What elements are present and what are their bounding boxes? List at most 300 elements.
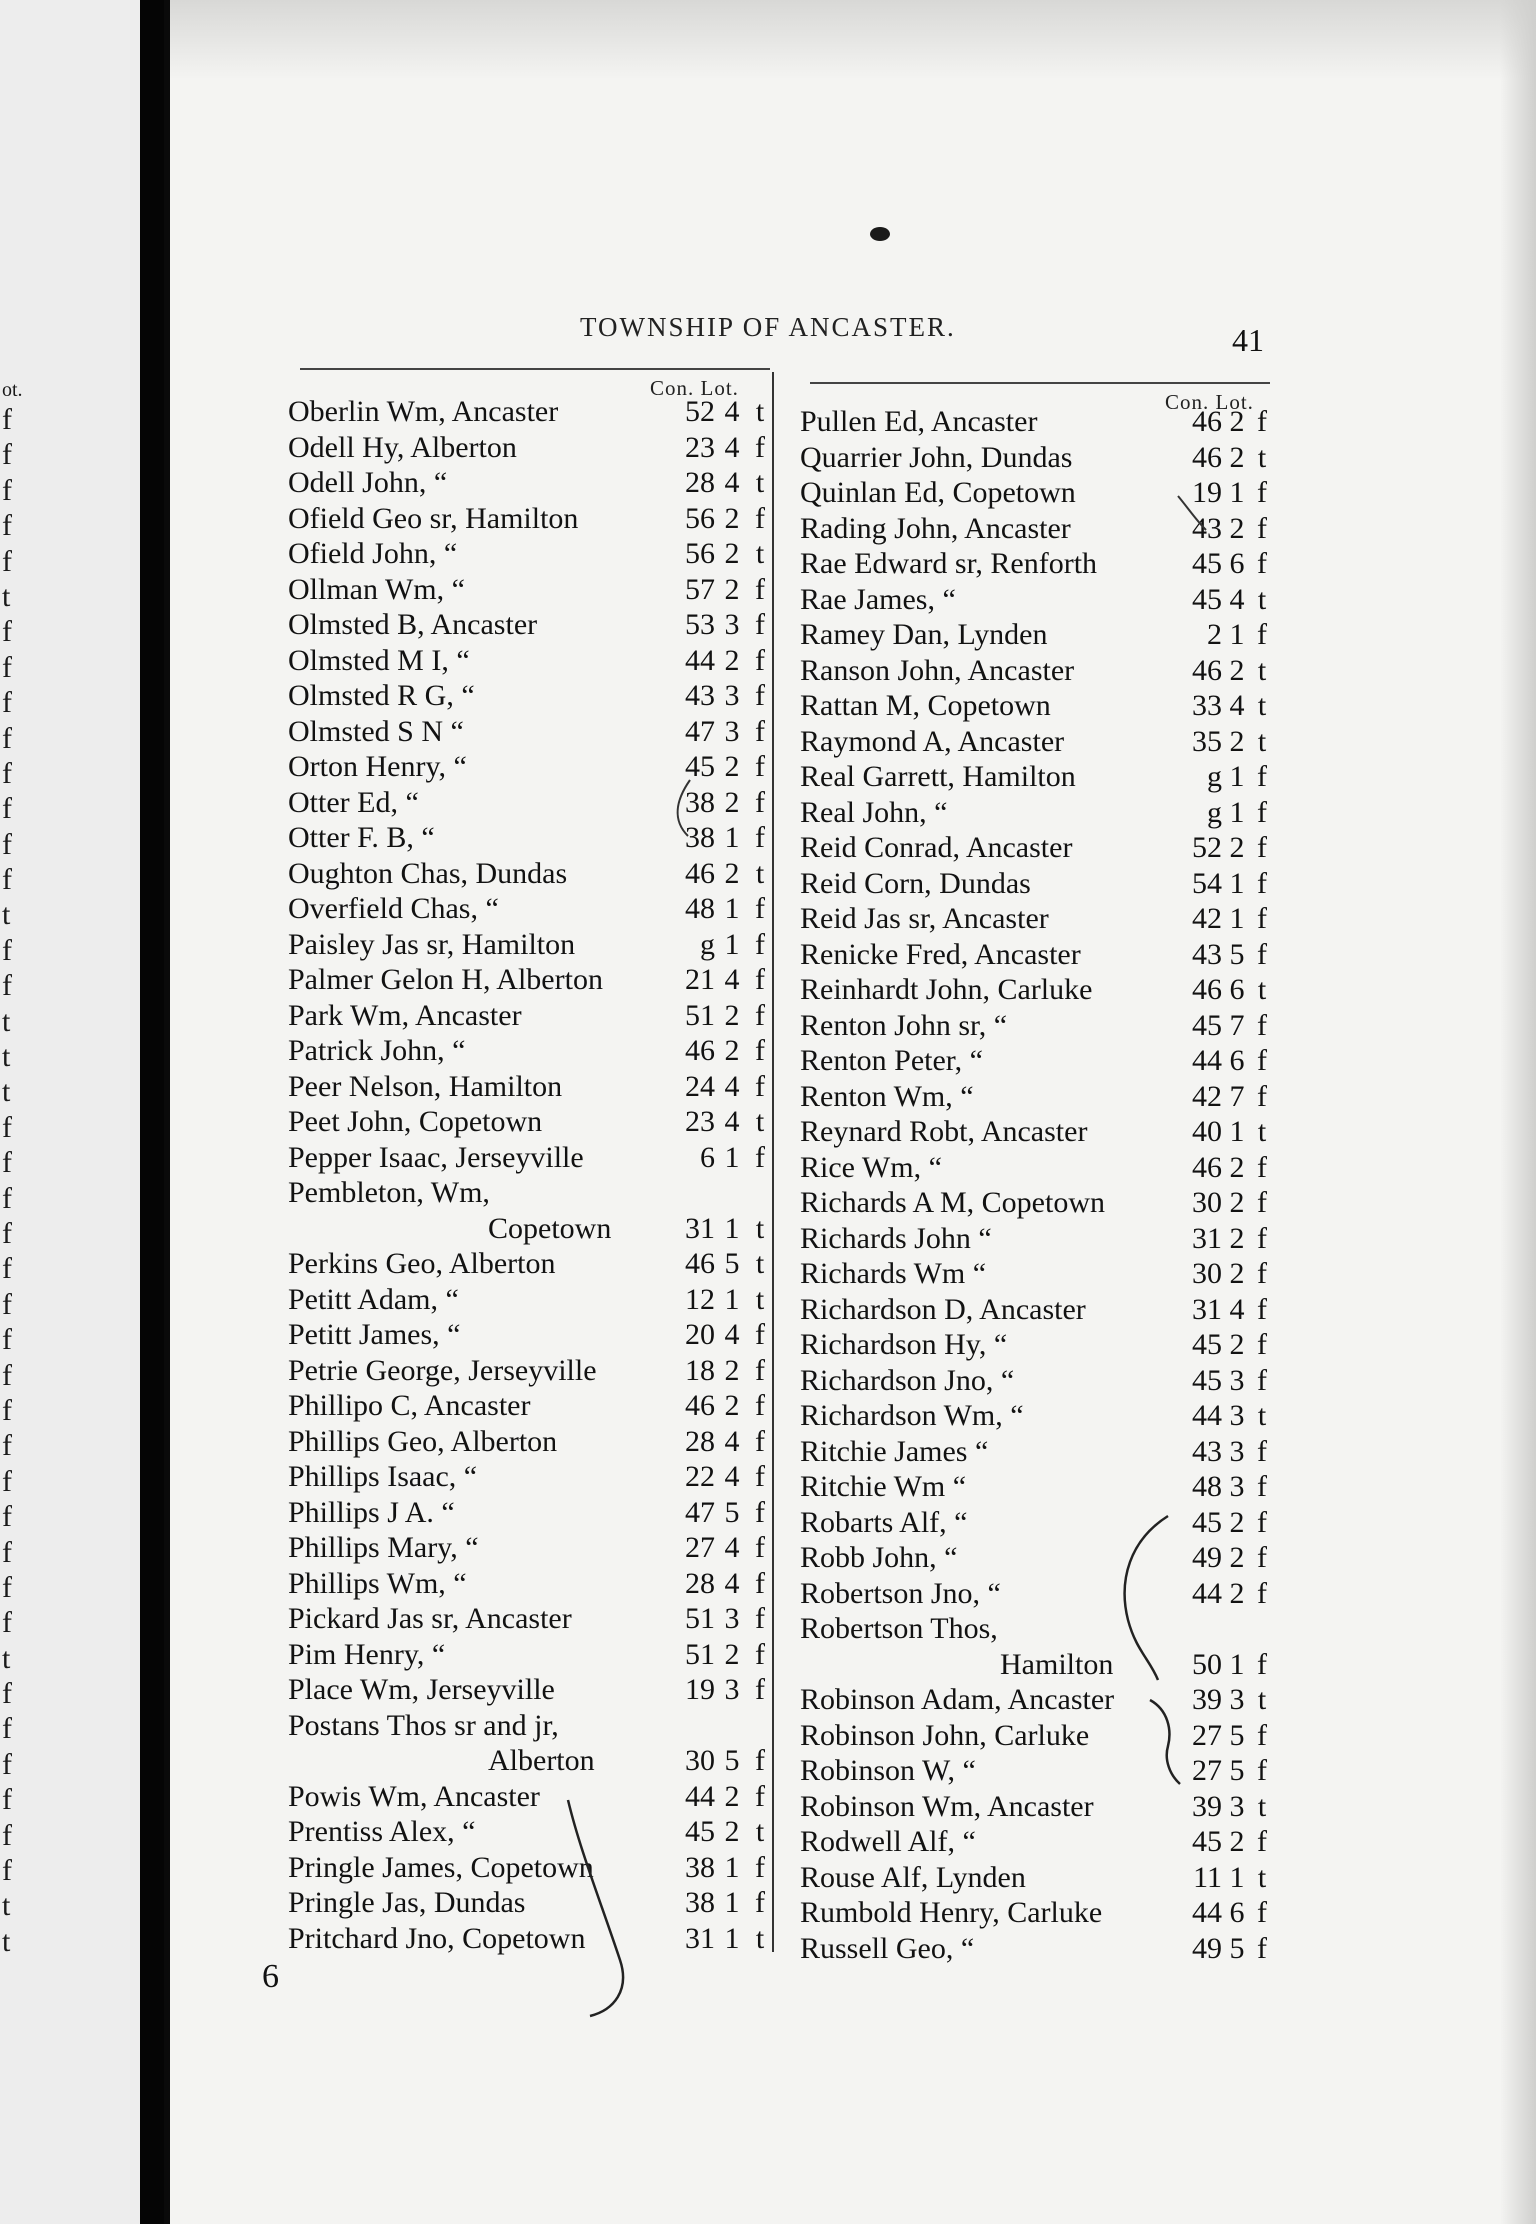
entry-name: Reid Jas sr, Ancaster [800, 902, 1049, 935]
entry-name: Peer Nelson, Hamilton [288, 1069, 563, 1103]
entry-tenure: t [1257, 1399, 1267, 1432]
entry-name: Petitt Adam, “ [288, 1282, 459, 1316]
entry-lot: 4 [724, 1531, 740, 1564]
entry-name: Hamilton [1000, 1647, 1114, 1681]
entry-tenure: f [1257, 1150, 1267, 1184]
entry-tenure: f [755, 1353, 765, 1387]
entry-tenure: f [755, 501, 765, 535]
entry-tenure: t [1257, 582, 1267, 616]
previous-page-tenure: f [2, 650, 12, 684]
entry-lot: 2 [724, 1815, 740, 1848]
directory-entry [288, 572, 848, 608]
entry-concession: 51 [685, 998, 715, 1032]
directory-entry [800, 1576, 1280, 1612]
entry-concession: 20 [685, 1318, 715, 1351]
entry-concession: 50 [1192, 1647, 1222, 1681]
entry-name: Pepper Isaac, Jerseyville [288, 1140, 584, 1174]
entry-tenure: t [755, 395, 765, 428]
entry-concession: 46 [685, 1389, 715, 1422]
previous-page-tenure: f [2, 544, 12, 578]
previous-page-tenure: f [2, 1358, 12, 1392]
directory-entry [288, 1566, 848, 1602]
directory-entry [800, 582, 1280, 618]
entry-concession: 11 [1193, 1860, 1222, 1894]
directory-entry [288, 1317, 848, 1353]
directory-entry [800, 1327, 1280, 1363]
entry-concession: 18 [685, 1353, 715, 1387]
directory-entry [800, 795, 1280, 831]
entry-name: Paisley Jas sr, Hamilton [288, 927, 576, 961]
directory-entry [800, 546, 1280, 582]
entry-name: Odell Hy, Alberton [288, 430, 517, 464]
entry-lot: 2 [724, 856, 740, 890]
entry-tenure: f [755, 785, 765, 819]
entry-lot: 2 [1229, 405, 1245, 438]
entry-tenure: f [1257, 760, 1267, 793]
entry-name: Phillipo C, Ancaster [288, 1389, 531, 1422]
entry-concession: 52 [1192, 831, 1222, 864]
entry-lot: 4 [724, 395, 740, 428]
entry-tenure: f [1257, 937, 1267, 971]
directory-entry [800, 475, 1280, 511]
entry-lot: 1 [724, 1282, 740, 1316]
entry-lot: 4 [1229, 582, 1245, 616]
entry-lot: 4 [724, 466, 740, 499]
entry-concession: 53 [685, 608, 715, 641]
entry-lot: 2 [1229, 440, 1245, 474]
entry-lot: 3 [724, 714, 740, 748]
entry-name: Peet John, Copetown [288, 1105, 543, 1138]
entry-tenure: f [755, 1389, 765, 1422]
previous-page-tenure: f [2, 1146, 12, 1180]
directory-entry [288, 749, 848, 785]
entry-tenure: f [1257, 405, 1267, 438]
directory-entry [288, 394, 848, 430]
entry-tenure: f [755, 1673, 765, 1706]
entry-tenure: t [755, 856, 765, 890]
page-number: 41 [1232, 322, 1264, 358]
entry-concession: 43 [1192, 511, 1222, 545]
entry-name: Robertson Thos, [800, 1612, 998, 1645]
entry-tenure: f [1257, 1186, 1267, 1219]
left-column-list [288, 394, 848, 1956]
entry-lot: 2 [1229, 1221, 1245, 1255]
directory-entry [288, 536, 848, 572]
entry-lot: 1 [1229, 618, 1245, 651]
entry-name: Prentiss Alex, “ [288, 1815, 476, 1848]
entry-name: Palmer Gelon H, Alberton [288, 963, 603, 996]
directory-entry [288, 430, 848, 466]
entry-tenure: f [1257, 1931, 1267, 1965]
directory-entry [288, 1140, 848, 1176]
directory-entry [288, 1779, 848, 1815]
entry-name: Richards Wm “ [800, 1257, 987, 1290]
directory-entry [288, 1601, 848, 1637]
previous-page-tenure: f [2, 438, 12, 472]
entry-tenure: t [755, 1211, 765, 1245]
entry-concession: 40 [1192, 1115, 1222, 1148]
directory-entry [288, 1743, 848, 1779]
entry-lot: 2 [1229, 1576, 1245, 1610]
entry-name: Richards John “ [800, 1221, 992, 1255]
entry-concession: g [1207, 795, 1222, 829]
entry-lot: 2 [1229, 1541, 1245, 1574]
running-head: TOWNSHIP OF ANCASTER. [580, 312, 956, 342]
entry-concession: 43 [685, 679, 715, 712]
entry-name: Ofield Geo sr, Hamilton [288, 501, 579, 535]
entry-name: Petrie George, Jerseyville [288, 1353, 597, 1387]
previous-page-tenure: f [2, 969, 12, 1003]
entry-name: Perkins Geo, Alberton [288, 1247, 556, 1280]
directory-entry [800, 866, 1280, 902]
entry-concession: 31 [685, 1921, 715, 1955]
entry-tenure: f [755, 430, 765, 464]
previous-page-tenure: f [2, 1712, 12, 1746]
entry-lot: 6 [1229, 1896, 1245, 1929]
entry-name: Overfield Chas, “ [288, 892, 499, 925]
entry-tenure: f [755, 1318, 765, 1351]
signature-mark: 6 [262, 1958, 279, 1995]
entry-name: Place Wm, Jerseyville [288, 1673, 555, 1706]
entry-lot: 2 [1229, 1257, 1245, 1290]
directory-entry [800, 617, 1280, 653]
previous-page-tenure: f [2, 1535, 12, 1569]
entry-tenure: f [1257, 1079, 1267, 1113]
entry-name: Reid Conrad, Ancaster [800, 831, 1073, 864]
entry-tenure: f [755, 1140, 765, 1174]
entry-concession: 21 [685, 963, 715, 996]
directory-entry [288, 714, 848, 750]
entry-tenure: f [755, 927, 765, 961]
previous-page-tenure: f [2, 1464, 12, 1498]
entry-name: Rodwell Alf, “ [800, 1825, 976, 1858]
entry-concession: 42 [1192, 1079, 1222, 1113]
entry-name: Pringle James, Copetown [288, 1850, 594, 1884]
entry-lot: 3 [1229, 1789, 1245, 1823]
entry-concession: 43 [1192, 1434, 1222, 1468]
entry-name: Rae Edward sr, Renforth [800, 547, 1098, 580]
entry-name: Rumbold Henry, Carluke [800, 1896, 1103, 1929]
directory-entry [288, 1175, 848, 1211]
directory-entry [800, 1079, 1280, 1115]
entry-tenure: t [1257, 724, 1267, 758]
entry-tenure: f [1257, 1328, 1267, 1361]
directory-entry [800, 759, 1280, 795]
previous-page-header: ot. [2, 379, 23, 401]
entry-concession: 30 [685, 1744, 715, 1777]
previous-page-tenure: f [2, 721, 12, 755]
entry-name: Robinson Adam, Ancaster [800, 1683, 1115, 1716]
entry-concession: 28 [685, 1424, 715, 1458]
entry-lot: 6 [1229, 973, 1245, 1006]
entry-concession: 6 [700, 1140, 715, 1174]
entry-name: Renton Wm, “ [800, 1079, 974, 1113]
directory-entry [288, 678, 848, 714]
entry-lot: 2 [724, 1637, 740, 1671]
entry-concession: 45 [1192, 1328, 1222, 1361]
directory-entry [800, 1043, 1280, 1079]
entry-name: Real John, “ [800, 795, 948, 829]
entry-name: Ramey Dan, Lynden [800, 618, 1048, 651]
entry-concession: 30 [1192, 1257, 1222, 1290]
directory-entry [800, 1114, 1280, 1150]
entry-concession: 19 [685, 1673, 715, 1706]
entry-concession: 33 [1192, 689, 1222, 722]
directory-entry [288, 1850, 848, 1886]
entry-lot: 1 [1229, 902, 1245, 935]
entry-lot: 4 [724, 1105, 740, 1138]
entry-lot: 1 [724, 821, 740, 854]
directory-entry [288, 1246, 848, 1282]
entry-name: Otter F. B, “ [288, 821, 435, 854]
directory-entry [800, 440, 1280, 476]
directory-entry [288, 1353, 848, 1389]
entry-name: Pickard Jas sr, Ancaster [288, 1602, 572, 1635]
entry-lot: 6 [1229, 547, 1245, 580]
entry-concession: 12 [685, 1282, 715, 1316]
directory-entry [800, 1860, 1280, 1896]
entry-tenure: f [755, 1779, 765, 1813]
entry-lot: 3 [724, 1673, 740, 1706]
entry-tenure: f [755, 1886, 765, 1919]
directory-entry [800, 1221, 1280, 1257]
entry-tenure: f [755, 1424, 765, 1458]
entry-name: Phillips Mary, “ [288, 1531, 479, 1564]
entry-tenure: f [755, 1850, 765, 1884]
directory-entry [288, 1708, 848, 1744]
previous-page-tenure: f [2, 933, 12, 967]
entry-tenure: t [1257, 1115, 1267, 1148]
entry-concession: 44 [1192, 1576, 1222, 1610]
directory-entry [800, 1008, 1280, 1044]
entry-lot: 2 [1229, 653, 1245, 687]
directory-entry [800, 1150, 1280, 1186]
previous-page-tenure: f [2, 1500, 12, 1534]
directory-entry [288, 1033, 848, 1069]
entry-concession: 46 [685, 1247, 715, 1280]
page-shadow [170, 0, 1536, 80]
directory-entry [800, 1718, 1280, 1754]
previous-page-tenure: f [2, 1677, 12, 1711]
entry-lot: 1 [724, 1850, 740, 1884]
entry-lot: 3 [1229, 1470, 1245, 1503]
directory-entry [288, 1388, 848, 1424]
entry-name: Pringle Jas, Dundas [288, 1886, 526, 1919]
entry-lot: 4 [724, 1566, 740, 1600]
entry-name: Phillips Geo, Alberton [288, 1424, 558, 1458]
entry-name: Ranson John, Ancaster [800, 653, 1075, 687]
entry-lot: 6 [1229, 1044, 1245, 1077]
entry-name: Renicke Fred, Ancaster [800, 937, 1081, 971]
entry-tenure: f [1257, 547, 1267, 580]
previous-page-tenure: f [2, 756, 12, 790]
directory-entry [800, 1185, 1280, 1221]
entry-name: Robinson W, “ [800, 1754, 976, 1787]
entry-name: Otter Ed, “ [288, 785, 419, 819]
entry-concession: g [1207, 760, 1222, 793]
entry-concession: 27 [1192, 1718, 1222, 1752]
entry-tenure: f [1257, 1292, 1267, 1326]
entry-tenure: t [1257, 973, 1267, 1006]
entry-lot: 2 [1229, 1505, 1245, 1539]
entry-concession: 45 [1192, 1008, 1222, 1042]
directory-entry [288, 607, 848, 643]
entry-tenure: t [1257, 689, 1267, 722]
entry-name: Powis Wm, Ancaster [288, 1779, 540, 1813]
directory-entry [288, 643, 848, 679]
entry-name: Reinhardt John, Carluke [800, 973, 1093, 1006]
entry-name: Rading John, Ancaster [800, 511, 1071, 545]
previous-page-tenure: t [2, 1004, 11, 1038]
entry-name: Renton Peter, “ [800, 1044, 983, 1077]
entry-lot: 2 [1229, 724, 1245, 758]
entry-lot: 1 [724, 1921, 740, 1955]
entry-tenure: f [755, 1069, 765, 1103]
previous-page-tenure: t [2, 1040, 11, 1074]
entry-lot: 4 [724, 430, 740, 464]
entry-tenure: f [1257, 1541, 1267, 1574]
directory-entry [800, 1292, 1280, 1328]
entry-concession: 39 [1192, 1683, 1222, 1716]
header-rule-right [810, 382, 1270, 384]
previous-page-tenure: f [2, 827, 12, 861]
entry-name: Raymond A, Ancaster [800, 724, 1065, 758]
entry-concession: 28 [685, 466, 715, 499]
entry-lot: 1 [1229, 1115, 1245, 1148]
entry-name: Ritchie Wm “ [800, 1470, 967, 1503]
previous-page-tenure: f [2, 1429, 12, 1463]
entry-name: Richardson Hy, “ [800, 1328, 1008, 1361]
entry-lot: 2 [1229, 1186, 1245, 1219]
entry-concession: 56 [685, 537, 715, 570]
directory-entry [288, 1637, 848, 1673]
previous-page-tenure: f [2, 1110, 12, 1144]
directory-entry [800, 1931, 1280, 1967]
column-header-right: Con. Lot. [1165, 390, 1254, 414]
entry-name: Russell Geo, “ [800, 1931, 975, 1965]
entry-lot: 3 [724, 679, 740, 712]
entry-lot: 1 [1229, 760, 1245, 793]
header-rule-left [300, 368, 770, 370]
entry-lot: 2 [1229, 511, 1245, 545]
directory-entry [800, 1682, 1280, 1718]
entry-concession: g [700, 927, 715, 961]
entry-concession: 27 [685, 1531, 715, 1564]
directory-entry [288, 1885, 848, 1921]
entry-name: Olmsted R G, “ [288, 679, 475, 712]
entry-concession: 31 [1192, 1292, 1222, 1326]
entry-tenure: f [755, 1744, 765, 1777]
entry-tenure: f [1257, 1576, 1267, 1610]
entry-lot: 2 [724, 572, 740, 606]
entry-tenure: f [1257, 1896, 1267, 1929]
entry-tenure: t [1257, 440, 1267, 474]
entry-tenure: f [755, 714, 765, 748]
entry-lot: 2 [724, 643, 740, 677]
previous-page-tenure: f [2, 473, 12, 507]
entry-concession: 52 [685, 395, 715, 428]
entry-lot: 2 [724, 1389, 740, 1422]
entry-concession: 46 [1192, 440, 1222, 474]
directory-entry [800, 1540, 1280, 1576]
entry-concession: 45 [1192, 1825, 1222, 1858]
directory-entry [288, 1424, 848, 1460]
entry-concession: 44 [1192, 1896, 1222, 1929]
entry-tenure: f [755, 892, 765, 925]
entry-lot: 2 [1229, 831, 1245, 864]
entry-concession: 45 [1192, 547, 1222, 580]
directory-entry [288, 856, 848, 892]
directory-entry [800, 688, 1280, 724]
entry-name: Oughton Chas, Dundas [288, 856, 568, 890]
entry-lot: 3 [724, 1602, 740, 1635]
entry-concession: 44 [1192, 1044, 1222, 1077]
previous-page-tenure: t [2, 898, 11, 932]
entry-tenure: f [1257, 1044, 1267, 1077]
entry-concession: 44 [1192, 1399, 1222, 1432]
entry-concession: 51 [685, 1637, 715, 1671]
directory-entry [800, 972, 1280, 1008]
directory-entry [288, 1814, 848, 1850]
entry-tenure: f [1257, 476, 1267, 509]
entry-concession: 46 [685, 1034, 715, 1067]
entry-tenure: t [1257, 1683, 1267, 1716]
previous-page-tenure: f [2, 1287, 12, 1321]
entry-concession: 38 [685, 1850, 715, 1884]
directory-entry [800, 511, 1280, 547]
entry-concession: 38 [685, 785, 715, 819]
entry-concession: 23 [685, 430, 715, 464]
entry-tenure: f [755, 643, 765, 677]
entry-lot: 7 [1229, 1008, 1245, 1042]
entry-tenure: f [1257, 1008, 1267, 1042]
entry-name: Robertson Jno, “ [800, 1576, 1001, 1610]
right-column-list [800, 404, 1280, 1966]
entry-lot: 2 [724, 1779, 740, 1813]
previous-page-edge [0, 0, 158, 2224]
entry-tenure: f [755, 1566, 765, 1600]
entry-lot: 1 [724, 1886, 740, 1919]
entry-concession: 45 [685, 1815, 715, 1848]
entry-tenure: f [1257, 1470, 1267, 1503]
entry-concession: 46 [1192, 1150, 1222, 1184]
entry-name: Quinlan Ed, Copetown [800, 476, 1076, 509]
entry-tenure: f [1257, 1647, 1267, 1681]
previous-page-tenure: t [2, 1924, 11, 1958]
entry-lot: 3 [1229, 1399, 1245, 1432]
entry-concession: 39 [1192, 1789, 1222, 1823]
previous-page-column [2, 378, 42, 1959]
directory-entry [288, 1530, 848, 1566]
entry-lot: 4 [724, 963, 740, 996]
entry-concession: 45 [1192, 1505, 1222, 1539]
entry-lot: 1 [1229, 1860, 1245, 1894]
directory-entry [288, 820, 848, 856]
entry-name: Olmsted M I, “ [288, 643, 470, 677]
directory-entry [800, 653, 1280, 689]
entry-tenure: f [1257, 1505, 1267, 1539]
directory-entry [800, 724, 1280, 760]
entry-tenure: f [1257, 795, 1267, 829]
entry-concession: 46 [685, 856, 715, 890]
previous-page-tenure: f [2, 509, 12, 543]
entry-lot: 2 [724, 785, 740, 819]
directory-entry [288, 1495, 848, 1531]
entry-lot: 2 [724, 750, 740, 783]
previous-page-tenure: f [2, 1216, 12, 1250]
entry-concession: 22 [685, 1460, 715, 1493]
previous-page-tenure: f [2, 1252, 12, 1286]
